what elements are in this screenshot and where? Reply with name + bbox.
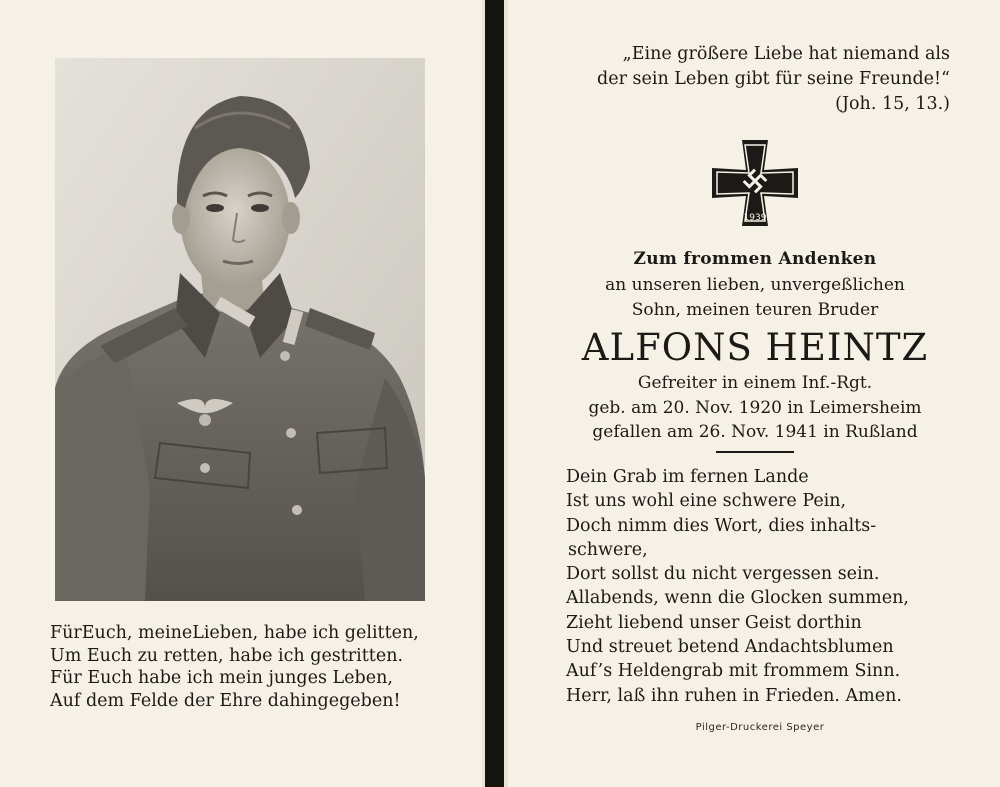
right-poem-line: Dort sollst du nicht vergessen sein. [566,564,880,585]
left-poem-line: Um Euch zu retten, habe ich gestritten. [50,645,404,666]
death-line: gefallen am 26. Nov. 1941 in Rußland [592,422,918,442]
right-poem-line: Zieht liebend unser Geist dorthin [566,612,862,633]
left-poem-line: Auf dem Felde der Ehre dahingegeben! [50,690,401,711]
right-poem [566,465,951,708]
right-poem-line: Auf’s Heldengrab mit frommem Sinn. [566,661,901,682]
quote-line: „Eine größere Liebe hat niemand als [622,44,950,64]
cross-year: 1939 [743,213,767,223]
right-poem-line: Allabends, wenn die Glocken summen, [566,588,909,609]
right-poem-line: Ist uns wohl eine schwere Pein, [566,491,847,512]
left-poem-line: Für Euch habe ich mein junges Leben, [50,668,393,688]
memorial-info [560,245,950,453]
bible-quote [560,42,950,117]
quote-reference: (Joh. 15, 13.) [835,94,950,114]
card-fold-mourning-band [482,0,508,787]
soldier-portrait-photo [55,58,425,601]
divider-line [716,451,794,453]
iron-cross-icon [712,140,798,226]
left-page [0,0,483,787]
right-poem-line: Herr, laß ihn ruhen in Frieden. Amen. [566,685,902,706]
right-poem-line: schwere, [568,539,648,560]
right-poem-line: Dein Grab im fernen Lande [566,467,809,487]
memorial-subline: Sohn, meinen teuren Bruder [631,300,879,320]
memorial-subline: an unseren lieben, unvergeßlichen [605,275,905,295]
right-poem-line: Doch nimm dies Wort, dies inhalts- [566,515,877,536]
left-poem [50,622,435,712]
left-poem-line: FürEuch, meineLieben, habe ich gelitten, [50,623,419,643]
memorial-heading: Zum frommen Andenken [633,249,877,269]
deceased-name: ALFONS HEINTZ [581,326,929,369]
rank-line: Gefreiter in einem Inf.-Rgt. [637,373,873,393]
printer-imprint: Pilger-Druckerei Speyer [695,722,825,733]
quote-line: der sein Leben gibt für seine Freunde!“ [597,69,950,89]
right-poem-line: Und streuet betend Andachtsblumen [566,637,894,658]
portrait-illustration [55,58,425,601]
birth-line: geb. am 20. Nov. 1920 in Leimersheim [588,397,922,418]
